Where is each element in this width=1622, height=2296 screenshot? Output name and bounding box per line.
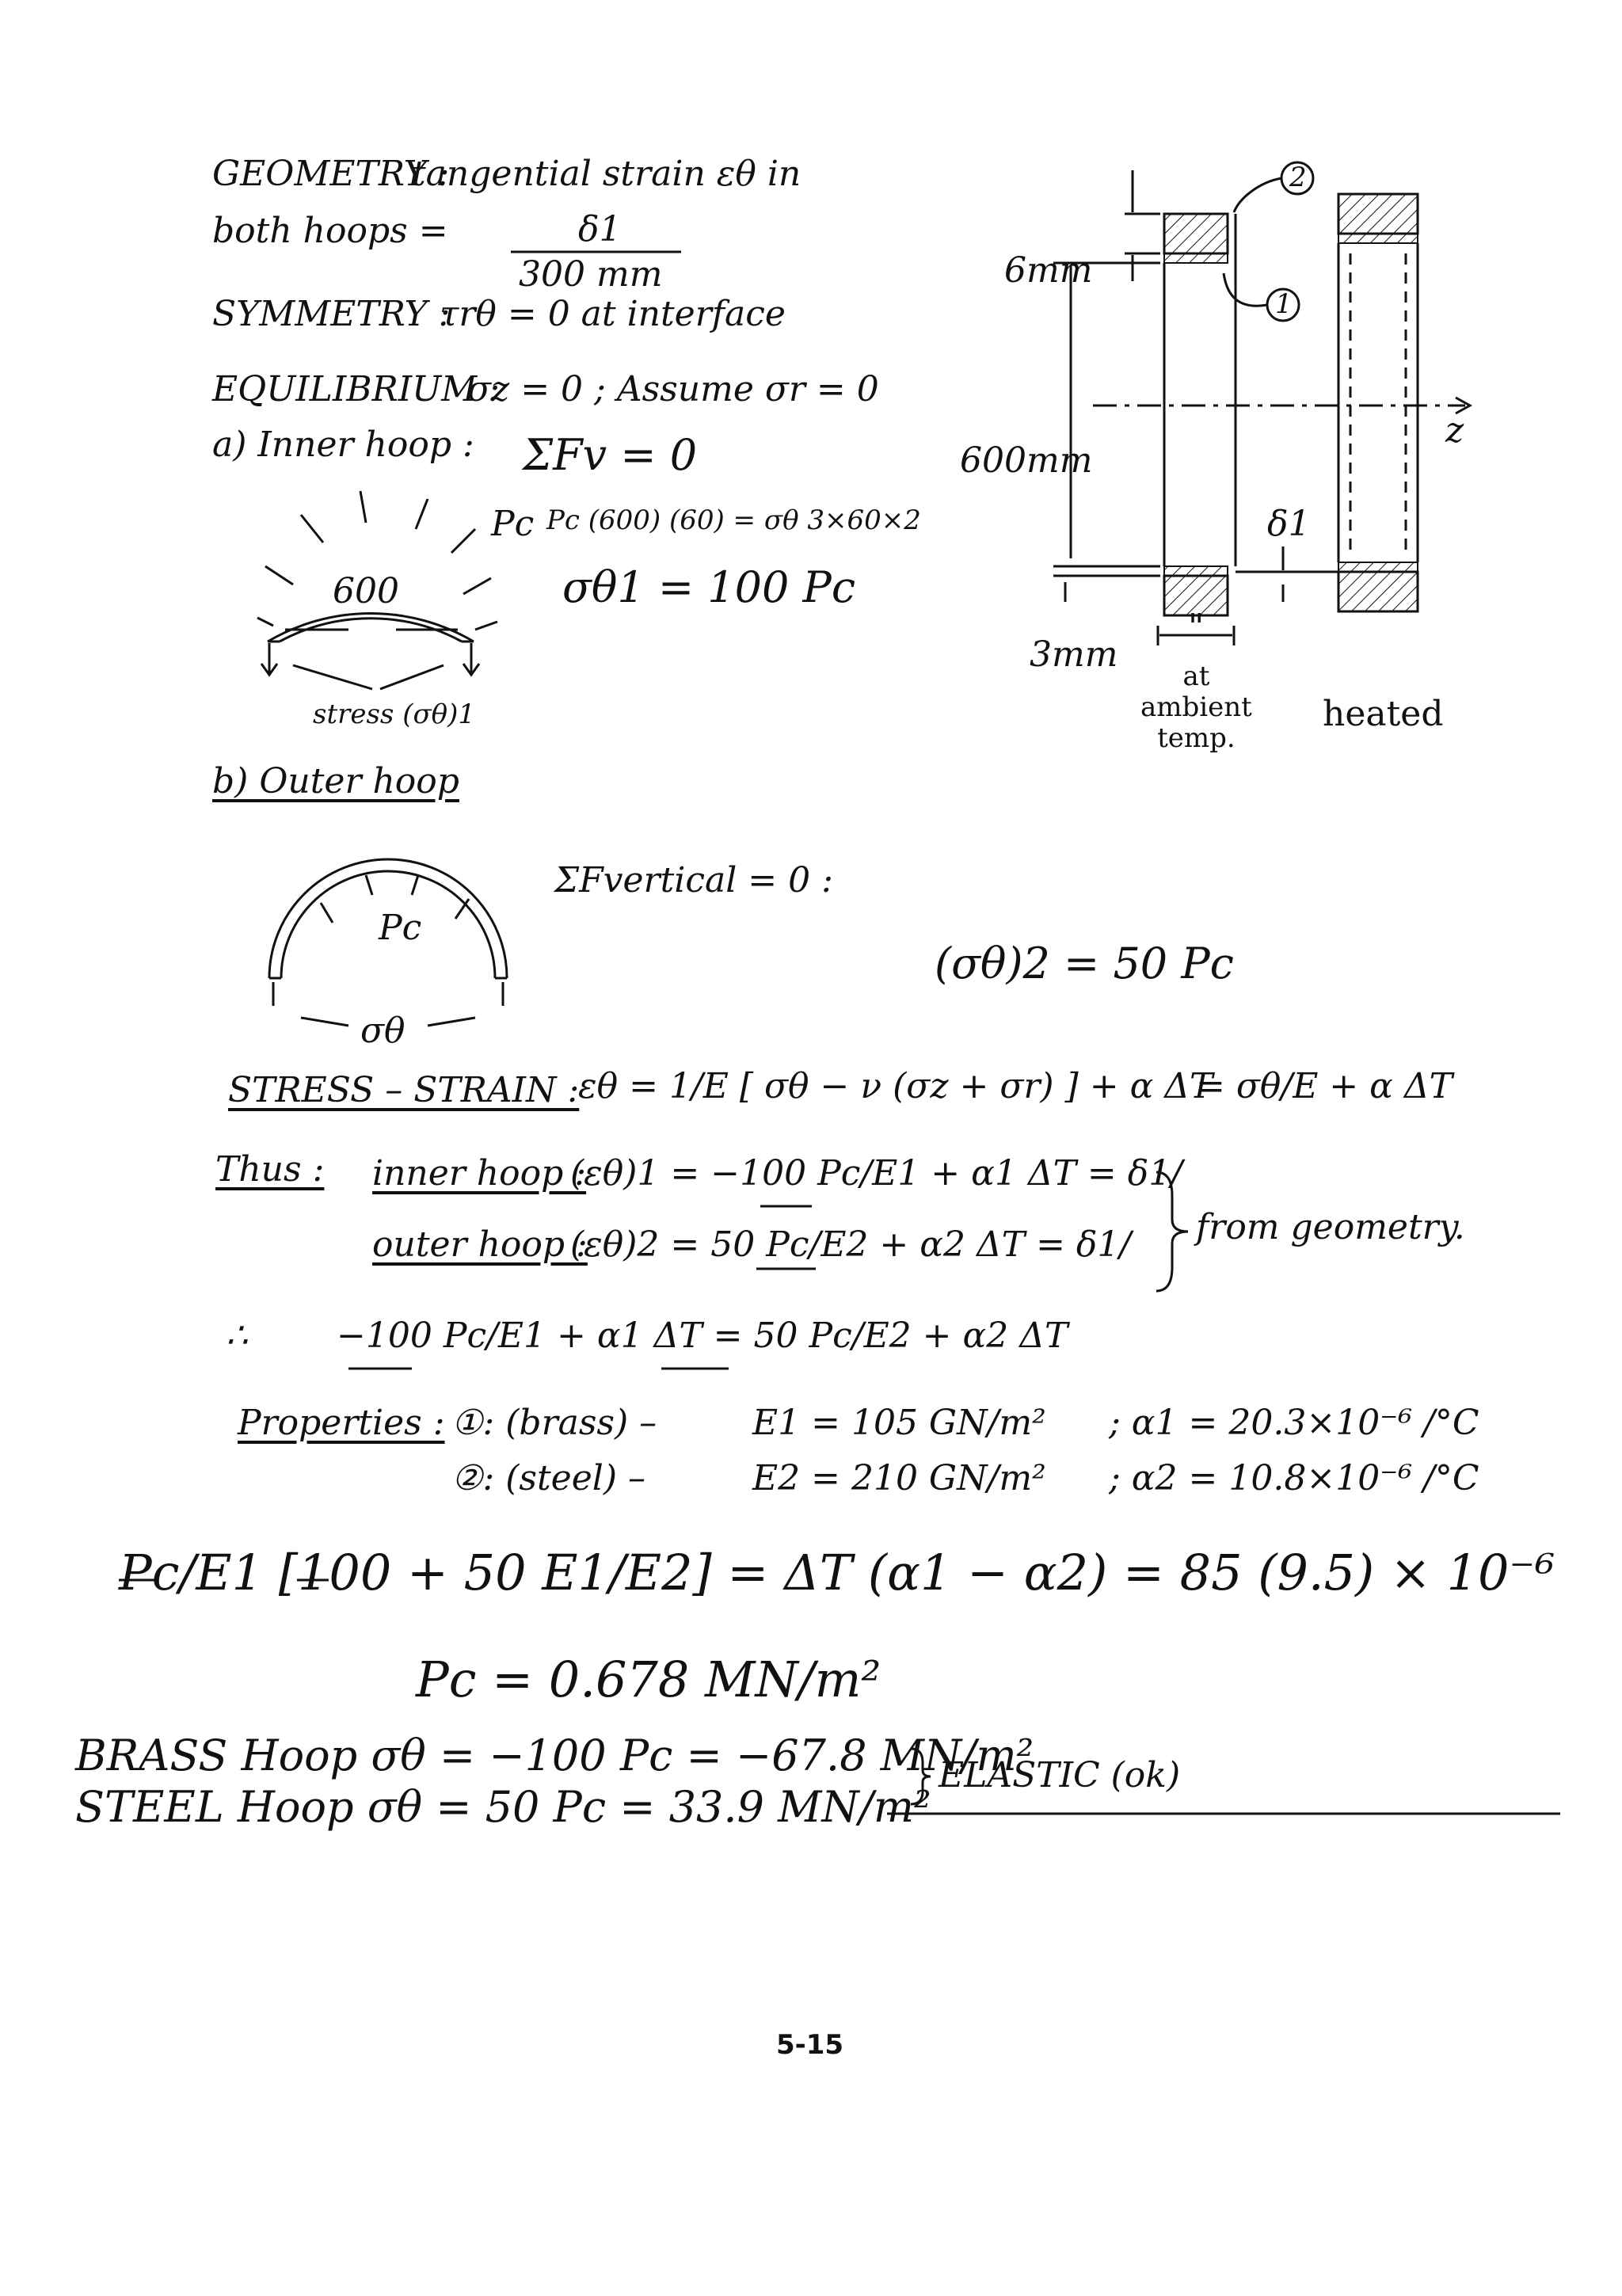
outer-pressure-label: Pc [379, 908, 422, 948]
dimension-3mm: 3mm [1030, 634, 1118, 675]
z-axis-label: z [1445, 410, 1464, 451]
inner-hoop-result: σθ1 = 100 Pc [562, 562, 856, 612]
delta-label: δ1 [1267, 504, 1311, 544]
inner-stress-caption: stress (σθ)1 [313, 699, 476, 730]
properties-row2-alpha: ; α2 = 10.8×10⁻⁶ /°C [1109, 1458, 1479, 1498]
heated-label: heated [1323, 694, 1444, 734]
thus-label: Thus : [215, 1149, 325, 1190]
fraction-denominator: 300 mm [519, 254, 663, 295]
inner-pressure-label: Pc [491, 504, 535, 544]
properties-label: Properties : [238, 1403, 445, 1443]
outer-hoop-row-label: outer hoop : [372, 1224, 588, 1265]
geometry-line1: tangential strain εθ in [412, 154, 801, 194]
geometry-line2: both hoops = [212, 211, 448, 251]
properties-row2-modulus: E2 = 210 GN/m² [752, 1458, 1046, 1498]
dimension-6mm: 6mm [1004, 250, 1093, 291]
inner-hoop-label: a) Inner hoop : [212, 425, 474, 465]
inner-diameter-label: 600 [333, 571, 399, 611]
inner-hoop-sum: ΣFv = 0 [523, 430, 698, 480]
from-geometry-note: from geometry. [1196, 1207, 1465, 1247]
therefore-symbol: ∴ [226, 1316, 248, 1356]
stress-strain-simplified: = σθ/E + α ΔT [1196, 1066, 1453, 1106]
properties-row1-material: ①: (brass) – [451, 1403, 657, 1443]
fraction-numerator: δ1 [578, 209, 622, 249]
part-1-label: 1 [1275, 288, 1293, 320]
stress-strain-general: εθ = 1/E [ σθ − ν (σz + σr) ] + α ΔT [578, 1066, 1213, 1106]
brass-hoop-stress: BRASS Hoop σθ = −100 Pc = −67.8 MN/m² [75, 1731, 1034, 1780]
properties-row1-modulus: E1 = 105 GN/m² [752, 1403, 1046, 1443]
elastic-note: ELASTIC (ok) [939, 1755, 1181, 1795]
outer-hoop-result: (σθ)2 = 50 Pc [935, 939, 1234, 988]
contact-pressure-result: Pc = 0.678 MN/m² [416, 1651, 881, 1708]
solution-equation: Pc/E1 [100 + 50 E1/E2] = ΔT (α1 − α2) = 85 (9.5) × 10⁻⁶ [119, 1544, 1555, 1601]
equilibrium-heading: EQUILIBRIUM : [212, 369, 501, 409]
stress-strain-heading: STRESS – STRAIN : [228, 1070, 580, 1110]
gap-label: " [1188, 607, 1205, 647]
part-2-label: 2 [1289, 162, 1307, 193]
outer-hoop-sum: ΣFvertical = 0 : [554, 860, 833, 901]
geometry-heading: GEOMETRY : [212, 154, 450, 194]
symmetry-heading: SYMMETRY : [212, 294, 451, 334]
steel-hoop-stress: STEEL Hoop σθ = 50 Pc = 33.9 MN/m² [75, 1782, 931, 1832]
properties-row2-material: ②: (steel) – [451, 1458, 645, 1498]
outer-stress-caption: σθ [360, 1011, 406, 1051]
ambient-label: at ambient temp. [1140, 661, 1252, 755]
inner-hoop-row-label: inner hoop : [372, 1153, 587, 1194]
inner-hoop-equation: Pc (600) (60) = σθ 3×60×2 [546, 505, 921, 536]
inner-hoop-row-eq: (εθ)1 = −100 Pc/E1 + α1 ΔT = δ1/ [570, 1153, 1183, 1194]
equilibrium-text: σz = 0 ; Assume σr = 0 [467, 369, 879, 409]
ring-section-figure [1053, 162, 1470, 645]
properties-row1-alpha: ; α1 = 20.3×10⁻⁶ /°C [1109, 1403, 1479, 1443]
outer-hoop-label: b) Outer hoop [212, 761, 459, 802]
dimension-600mm: 600mm [960, 440, 1093, 481]
therefore-equation: −100 Pc/E1 + α1 ΔT = 50 Pc/E2 + α2 ΔT [337, 1316, 1068, 1356]
page-number: 5-15 [776, 2029, 844, 2061]
symmetry-text: τrθ = 0 at interface [440, 294, 786, 334]
outer-hoop-row-eq: (εθ)2 = 50 Pc/E2 + α2 ΔT = δ1/ [570, 1224, 1132, 1265]
